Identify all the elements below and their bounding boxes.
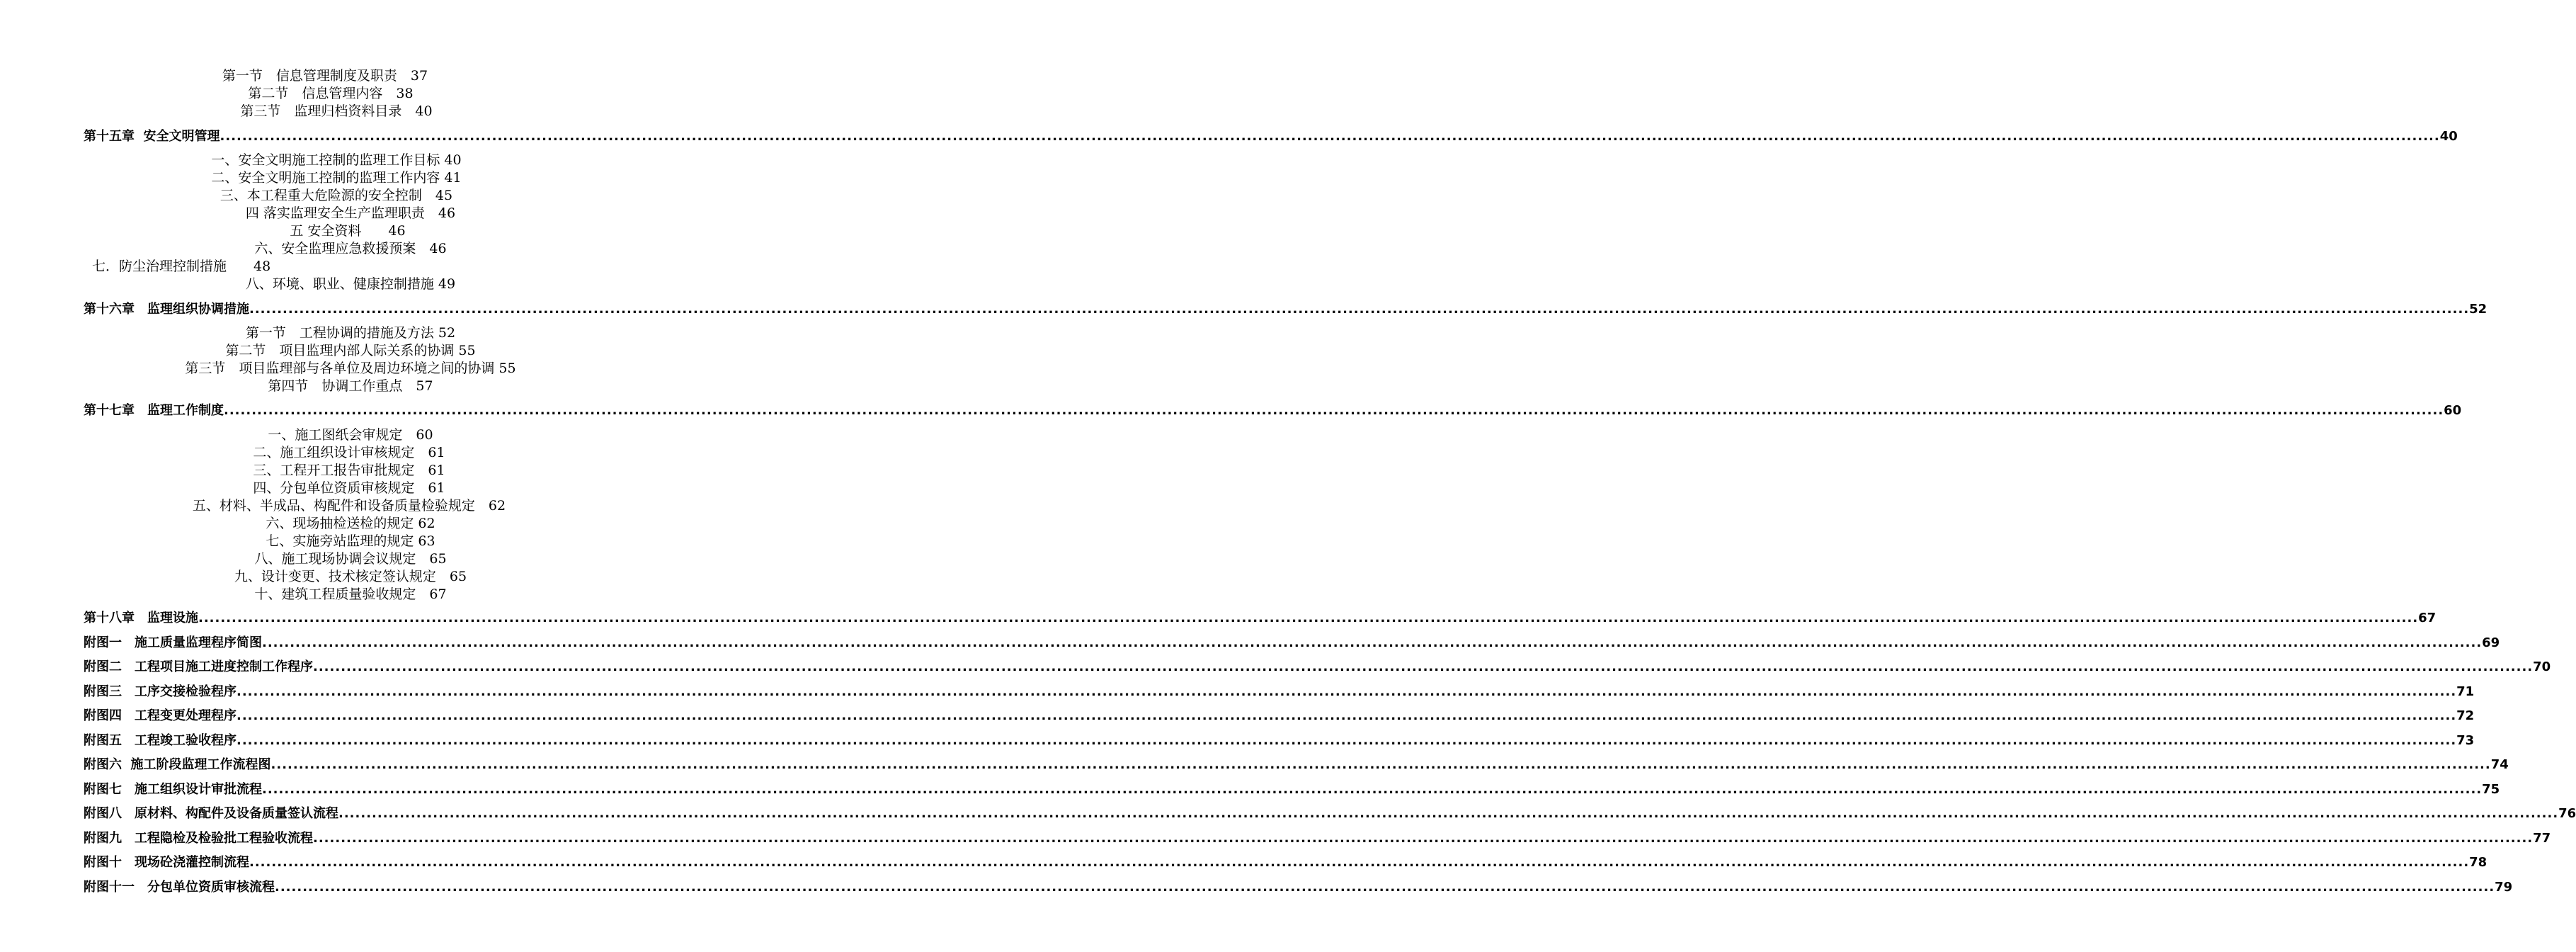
toc-entry-title: 第十五章 安全文明管理 (84, 129, 220, 144)
toc-main-entry[interactable] (84, 854, 2487, 872)
toc-main-entry[interactable] (84, 128, 2458, 146)
toc-dot-leader: ................................................................................................................................................................................................................................................................................................................................................................................................................ (262, 782, 2483, 797)
toc-entry-title: 附图四 工程变更处理程序 (84, 708, 236, 723)
toc-page-number: 79 (2495, 880, 2513, 895)
toc-main-entry[interactable] (84, 829, 2551, 848)
toc-page-number: 71 (2456, 684, 2475, 699)
toc-page-number: 78 (2469, 855, 2487, 870)
toc-sub-entry[interactable]: 一、安全文明施工控制的监理工作目标 40 (211, 152, 462, 168)
toc-sub-entry[interactable]: 第一节 信息管理制度及职责 37 (222, 68, 428, 84)
toc-sub-entry[interactable]: 四、分包单位资质审核规定 61 (253, 480, 445, 496)
toc-main-entry[interactable] (84, 683, 2475, 701)
toc-main-entry[interactable] (84, 781, 2500, 799)
toc-sub-entry[interactable]: 五 安全资料 46 (290, 223, 406, 239)
toc-main-entry[interactable] (84, 878, 2513, 897)
toc-main-entry[interactable] (84, 634, 2500, 652)
toc-dot-leader: ................................................................................................................................................................................................................................................................................................................................................................................................................ (236, 708, 2457, 723)
toc-page-number: 77 (2533, 831, 2551, 846)
toc-sub-entry[interactable]: 一、施工图纸会审规定 60 (268, 427, 433, 443)
toc-main-entry[interactable] (84, 658, 2551, 676)
toc-sub-entry[interactable]: 三、本工程重大危险源的安全控制 45 (220, 188, 453, 203)
toc-sub-entry[interactable]: 第三节 项目监理部与各单位及周边环境之间的协调 55 (185, 361, 516, 376)
toc-entry-title: 附图十一 分包单位资质审核流程 (84, 880, 275, 895)
toc-sub-entry[interactable]: 第四节 协调工作重点 57 (268, 378, 433, 394)
toc-dot-leader: ................................................................................................................................................................................................................................................................................................................................................................................................................ (236, 733, 2457, 748)
toc-page-number: 40 (2439, 129, 2458, 144)
toc-sub-entry[interactable]: 第三节 监理归档资料目录 40 (240, 103, 433, 119)
toc-page-number: 74 (2490, 757, 2509, 772)
toc-page-number: 69 (2482, 635, 2500, 650)
toc-dot-leader: ................................................................................................................................................................................................................................................................................................................................................................................................................ (249, 855, 2470, 870)
toc-entry-title: 第十八章 监理设施 (84, 611, 198, 625)
toc-page-number: 70 (2533, 659, 2551, 674)
toc-main-entry[interactable] (84, 402, 2462, 420)
toc-main-entry[interactable] (84, 300, 2487, 319)
toc-dot-leader: ................................................................................................................................................................................................................................................................................................................................................................................................................ (313, 659, 2534, 674)
toc-dot-leader: ................................................................................................................................................................................................................................................................................................................................................................................................................ (338, 806, 2559, 821)
toc-page-number: 72 (2456, 708, 2475, 723)
toc-sub-entry[interactable]: 二、安全文明施工控制的监理工作内容 41 (211, 170, 462, 186)
toc-sub-entry[interactable]: 六、安全监理应急救援预案 46 (254, 241, 447, 256)
toc-entry-title: 附图一 施工质量监理程序简图 (84, 635, 262, 650)
toc-page-number: 60 (2444, 403, 2462, 418)
toc-dot-leader: ................................................................................................................................................................................................................................................................................................................................................................................................................ (249, 302, 2470, 317)
toc-sub-entry[interactable]: 第一节 工程协调的措施及方法 52 (245, 325, 456, 341)
toc-sub-entry[interactable]: 二、施工组织设计审核规定 61 (253, 445, 445, 460)
toc-entry-title: 附图十 现场砼浇灌控制流程 (84, 855, 249, 870)
toc-entry-title: 附图二 工程项目施工进度控制工作程序 (84, 659, 313, 674)
toc-sub-entry[interactable]: 三、工程开工报告审批规定 61 (253, 463, 445, 478)
toc-dot-leader: ................................................................................................................................................................................................................................................................................................................................................................................................................ (262, 635, 2483, 650)
toc-main-entry[interactable] (84, 756, 2509, 774)
toc-main-entry[interactable] (84, 805, 2576, 823)
toc-entry-title: 附图八 原材料、构配件及设备质量签认流程 (84, 806, 338, 821)
toc-page-number: 67 (2418, 611, 2437, 625)
toc-sub-entry[interactable]: 七．防尘治理控制措施 48 (92, 259, 271, 274)
toc-sub-entry[interactable]: 第二节 项目监理内部人际关系的协调 55 (225, 343, 476, 358)
toc-dot-leader: ................................................................................................................................................................................................................................................................................................................................................................................................................ (220, 129, 2440, 144)
toc-sub-entry[interactable]: 七、实施旁站监理的规定 63 (266, 533, 435, 549)
toc-dot-leader: ................................................................................................................................................................................................................................................................................................................................................................................................................ (198, 611, 2419, 625)
toc-main-entry[interactable] (84, 732, 2475, 750)
toc-sub-entry[interactable]: 四 落实监理安全生产监理职责 46 (245, 205, 456, 221)
toc-sub-entry[interactable]: 六、现场抽检送检的规定 62 (266, 516, 435, 531)
toc-sub-entry[interactable]: 八、施工现场协调会议规定 65 (254, 551, 447, 567)
toc-sub-entry[interactable]: 九、设计变更、技术核定签认规定 65 (234, 569, 467, 584)
toc-entry-title: 附图三 工序交接检验程序 (84, 684, 236, 699)
toc-entry-title: 第十六章 监理组织协调措施 (84, 302, 249, 317)
toc-dot-leader: ................................................................................................................................................................................................................................................................................................................................................................................................................ (313, 831, 2534, 846)
toc-dot-leader: ................................................................................................................................................................................................................................................................................................................................................................................................................ (236, 684, 2457, 699)
toc-page-number: 75 (2482, 782, 2500, 797)
toc-dot-leader: ................................................................................................................................................................................................................................................................................................................................................................................................................ (270, 757, 2491, 772)
toc-page-number: 73 (2456, 733, 2475, 748)
toc-entry-title: 附图五 工程竣工验收程序 (84, 733, 236, 748)
toc-entry-title: 附图六 施工阶段监理工作流程图 (84, 757, 271, 772)
toc-sub-entry[interactable]: 八、环境、职业、健康控制措施 49 (245, 276, 456, 292)
toc-entry-title: 附图七 施工组织设计审批流程 (84, 782, 262, 797)
toc-entry-title: 附图九 工程隐检及检验批工程验收流程 (84, 831, 313, 846)
toc-sub-entry[interactable]: 五、材料、半成品、构配件和设备质量检验规定 62 (192, 498, 506, 514)
toc-main-entry[interactable] (84, 707, 2475, 725)
toc-sub-entry[interactable]: 第二节 信息管理内容 38 (248, 86, 414, 101)
toc-main-entry[interactable] (84, 609, 2437, 628)
toc-entry-title: 第十七章 监理工作制度 (84, 403, 224, 418)
toc-sub-entry[interactable]: 十、建筑工程质量验收规定 67 (254, 586, 447, 602)
toc-page-number: 52 (2469, 302, 2487, 317)
toc-page-number: 76 (2558, 806, 2576, 821)
toc-dot-leader: ................................................................................................................................................................................................................................................................................................................................................................................................................ (224, 403, 2444, 418)
toc-dot-leader: ................................................................................................................................................................................................................................................................................................................................................................................................................ (275, 880, 2495, 895)
